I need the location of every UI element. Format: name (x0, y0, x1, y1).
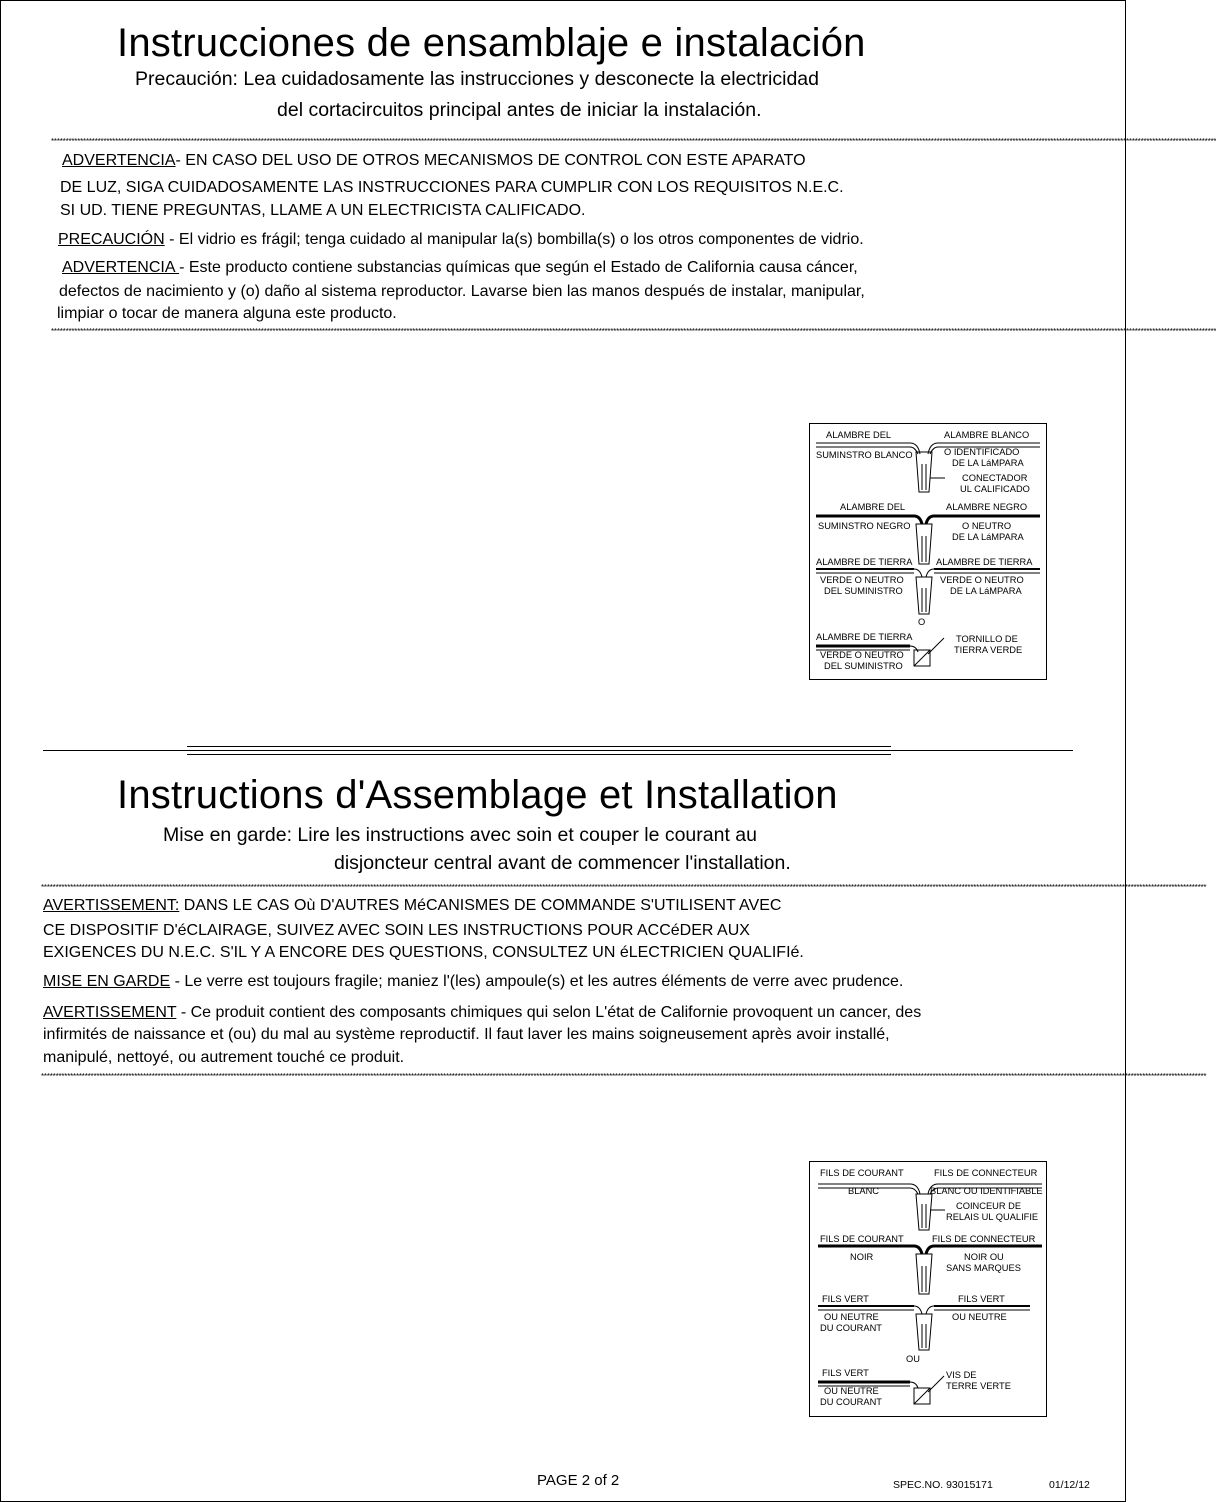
spanish-title: Instrucciones de ensamblaje e instalación (117, 21, 866, 65)
french-caution-line-1: Mise en garde: Lire les instructions avec soin et couper le courant au (163, 824, 757, 846)
spanish-warning-2-label: ADVERTENCIA (62, 259, 180, 276)
diagram-label: NOIR OU (964, 1252, 1004, 1262)
diagram-label: NOIR (850, 1252, 874, 1262)
spanish-warning-1-label: ADVERTENCIA (62, 152, 176, 169)
diagram-label: SUMINSTRO BLANCO (816, 450, 913, 460)
french-warning-1-line-2: CE DISPOSITIF D'éCLAIRAGE, SUIVEZ AVEC SOIN LES INSTRUCTIONS POUR ACCéDER AUX (43, 922, 750, 939)
french-warning-1-line-1 (43, 896, 781, 916)
diagram-label: FILS VERT (822, 1368, 869, 1378)
diagram-label: DE LA LáMPARA (952, 532, 1024, 542)
diagram-label: RELAIS UL QUALIFIE (946, 1212, 1039, 1222)
diagram-label: ALAMBRE DEL (826, 430, 892, 440)
diagram-label: ALAMBRE BLANCO (944, 430, 1030, 440)
wiring-diagram-graphic (810, 424, 1046, 679)
french-warning-1-label: AVERTISSEMENT: (43, 897, 180, 914)
french-wiring-diagram (809, 1161, 1047, 1417)
diagram-label: FILS DE COURANT (820, 1168, 904, 1178)
diagram-label: OU (906, 1354, 920, 1364)
diagram-label: FILS VERT (958, 1294, 1005, 1304)
spanish-caution-2-label: PRECAUCIÓN (58, 231, 165, 248)
french-warning-2-line-2: infirmités de naissance et (ou) du mal au système reproductif. Il faut laver les mains soigneusement après avoir installé, (43, 1026, 890, 1043)
diagram-label: OU NEUTRE (824, 1386, 879, 1396)
french-caution-2-label: MISE EN GARDE (43, 973, 171, 990)
spanish-warning-2-line-2: defectos de nacimiento y (o) daño al sistema reproductor. Lavarse bien las manos después de instalar, manipular, (59, 283, 865, 300)
diagram-label: TERRE VERTE (946, 1381, 1011, 1391)
spanish-warning-1-line-3: SI UD. TIENE PREGUNTAS, LLAME A UN ELECTRICISTA CALIFICADO. (60, 202, 586, 219)
diagram-label: DU COURANT (820, 1323, 882, 1333)
star-divider: **************************************************************************************************************************************************************************************************************************************************************************************************************************************************************************************************************** (41, 1072, 1207, 1081)
french-warning-1-text: DANS LE CAS Où D'AUTRES MéCANISMES DE COMMANDE S'UTILISENT AVEC (179, 897, 782, 914)
spanish-warning-1-line-1 (62, 151, 806, 171)
wiring-diagram-graphic (810, 1162, 1046, 1416)
spanish-warning-2-text: - Este producto contiene substancias químicas que según el Estado de California causa cáncer, (179, 259, 858, 276)
diagram-label: VERDE O NEUTRO (940, 575, 1024, 585)
spanish-caution-line-2: del cortacircuitos principal antes de iniciar la instalación. (277, 99, 762, 121)
diagram-label: DU COURANT (820, 1397, 882, 1407)
diagram-label: ALAMBRE DEL (840, 502, 906, 512)
french-warning-1-line-3: EXIGENCES DU N.E.C. S'IL Y A ENCORE DES QUESTIONS, CONSULTEZ UN éLECTRICIEN QUALIFIé. (43, 944, 804, 961)
french-warning-2-line-1 (43, 1003, 921, 1023)
star-divider: **************************************************************************************************************************************************************************************************************************************************************************************************************************************************************************************************************** (41, 883, 1207, 892)
spanish-caution-2-text: - El vidrio es frágil; tenga cuidado al manipular la(s) bombilla(s) o los otros componentes de vidrio. (164, 231, 864, 248)
french-caution-2 (43, 972, 903, 992)
french-warning-2-text: - Ce produit contient des composants chimiques qui selon L'état de Californie provoquent un cancer, des (176, 1004, 922, 1021)
diagram-label: VIS DE (946, 1370, 977, 1380)
diagram-label: ALAMBRE NEGRO (946, 502, 1028, 512)
diagram-label: FILS DE CONNECTEUR (934, 1168, 1038, 1178)
spanish-caution-2 (58, 230, 864, 250)
diagram-label: TIERRA VERDE (954, 645, 1023, 655)
diagram-label: COINCEUR DE (956, 1201, 1022, 1211)
spanish-warning-1-line-2: DE LUZ, SIGA CUIDADOSAMENTE LAS INSTRUCCIONES PARA CUMPLIR CON LOS REQUISITOS N.E.C. (60, 179, 844, 196)
diagram-label: SANS MARQUES (946, 1263, 1021, 1273)
french-caution-2-text: - Le verre est toujours fragile; maniez l'(les) ampoule(s) et les autres éléments de verre avec prudence. (170, 973, 904, 990)
diagram-label: ALAMBRE DE TIERRA (936, 557, 1033, 567)
diagram-label: UL CALIFICADO (960, 484, 1030, 494)
diagram-label: O NEUTRO (962, 521, 1012, 531)
spanish-wiring-diagram (809, 423, 1047, 680)
diagram-label: BLANC OU IDENTIFIABLE (930, 1186, 1043, 1196)
diagram-label: DE LA LáMPARA (950, 586, 1022, 596)
diagram-label: BLANC (848, 1186, 880, 1196)
diagram-label: DEL SUMINISTRO (824, 661, 903, 671)
french-caution-line-2: disjoncteur central avant de commencer l'installation. (334, 852, 791, 874)
diagram-label: O (918, 617, 926, 627)
french-title: Instructions d'Assemblage et Installation (117, 773, 838, 817)
french-warning-2-line-3: manipulé, nettoyé, ou autrement touché ce produit. (43, 1049, 405, 1066)
diagram-label: ALAMBRE DE TIERRA (816, 557, 913, 567)
diagram-label: OU NEUTRE (824, 1312, 879, 1322)
diagram-label: FILS DE COURANT (820, 1234, 904, 1244)
diagram-label: CONECTADOR (962, 473, 1028, 483)
diagram-label: SUMINSTRO NEGRO (818, 521, 911, 531)
diagram-label: DEL SUMINISTRO (824, 586, 903, 596)
section-separator (187, 746, 891, 747)
diagram-label: FILS DE CONNECTEUR (932, 1234, 1036, 1244)
french-warning-2-label: AVERTISSEMENT (43, 1004, 177, 1021)
diagram-label: FILS VERT (822, 1294, 869, 1304)
spanish-warning-2-line-1 (62, 258, 858, 278)
section-separator (43, 750, 1073, 751)
spec-number: SPEC.NO. 93015171 (893, 1479, 993, 1491)
spanish-warning-1-text: - EN CASO DEL USO DE OTROS MECANISMOS DE CONTROL CON ESTE APARATO (175, 152, 806, 169)
star-divider: **************************************************************************************************************************************************************************************************************************************************************************************************************************************************************************************************************** (51, 137, 1216, 146)
spanish-warning-2-line-3: limpiar o tocar de manera alguna este producto. (57, 305, 397, 322)
diagram-label: TORNILLO DE (956, 634, 1018, 644)
diagram-label: VERDE O NEUTRO (820, 575, 904, 585)
diagram-label: ALAMBRE DE TIERRA (816, 632, 913, 642)
section-separator (187, 754, 891, 755)
revision-date: 01/12/12 (1049, 1479, 1090, 1491)
diagram-label: OU NEUTRE (952, 1312, 1007, 1322)
diagram-label: O IDENTIFICADO (944, 447, 1020, 457)
star-divider: **************************************************************************************************************************************************************************************************************************************************************************************************************************************************************************************************************** (51, 327, 1216, 336)
spanish-caution-line-1: Precaución: Lea cuidadosamente las instrucciones y desconecte la electricidad (135, 68, 819, 90)
diagram-label: VERDE O NEUTRO (820, 650, 904, 660)
diagram-label: DE LA LáMPARA (952, 458, 1024, 468)
page-number: PAGE 2 of 2 (537, 1472, 620, 1489)
